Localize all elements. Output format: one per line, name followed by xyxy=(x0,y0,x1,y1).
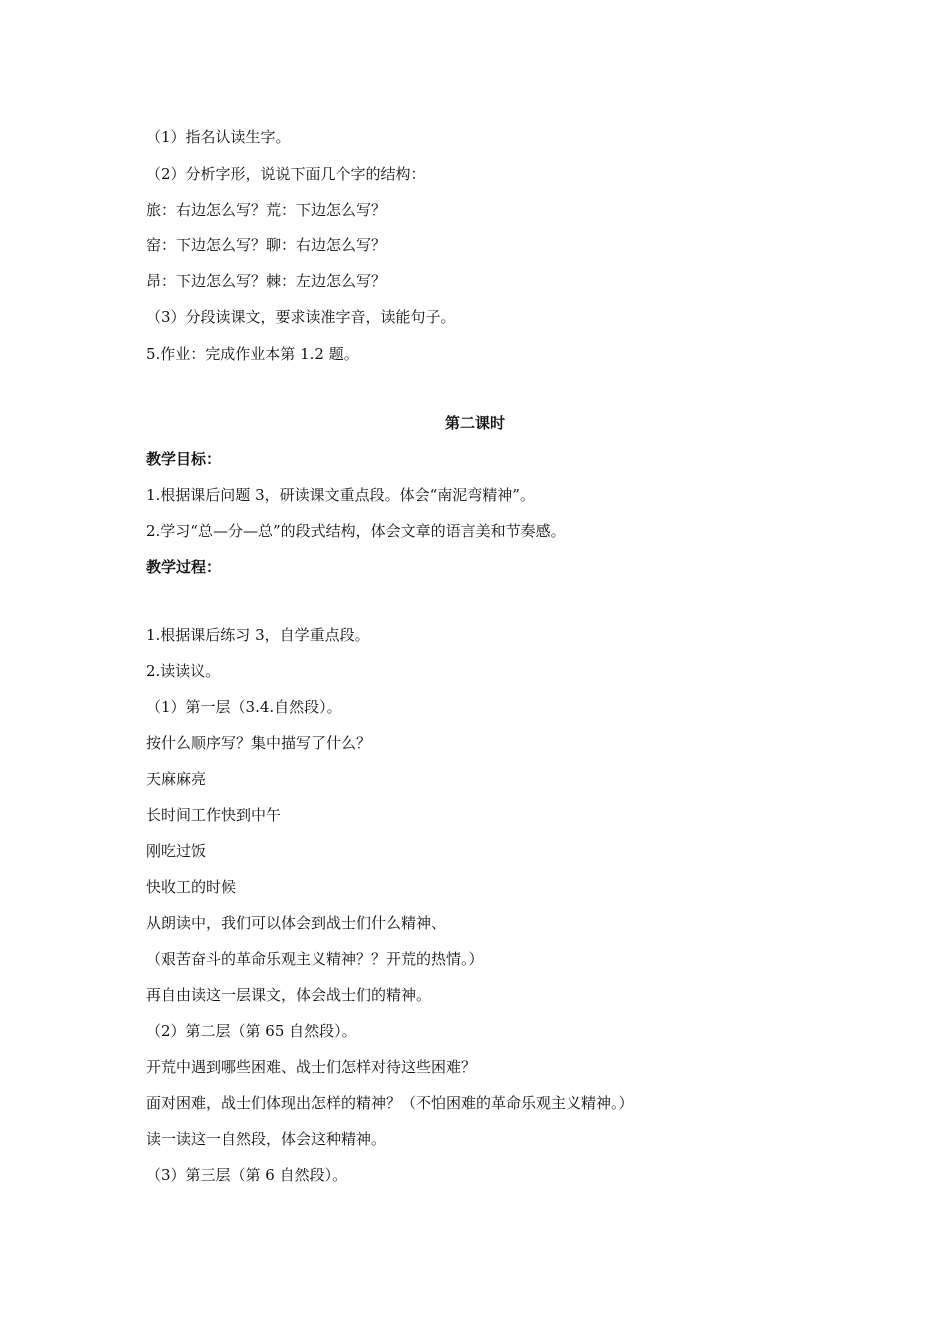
section-title: 第二课时 xyxy=(444,414,505,432)
process-item: 1.根据课后练习 3，自学重点段。 xyxy=(146,626,370,644)
text-line: （3）分段读课文，要求读准字音，读能句子。 xyxy=(146,308,456,326)
process-item: （2）第二层（第 65 自然段）。 xyxy=(146,1022,357,1040)
process-item: 开荒中遇到哪些困难、战士们怎样对待这些困难？ xyxy=(146,1058,477,1076)
process-item: 天麻麻亮 xyxy=(146,770,207,788)
process-item: 读一读这一自然段，体会这种精神。 xyxy=(146,1130,387,1148)
process-item: 长时间工作快到中午 xyxy=(146,806,282,824)
text-line: （2）分析字形，说说下面几个字的结构： xyxy=(146,165,426,183)
text-line: 旅：右边怎么写？荒：下边怎么写？ xyxy=(146,201,387,219)
process-item: 面对困难，战士们体现出怎样的精神？（不怕困难的革命乐观主义精神。） xyxy=(146,1094,634,1112)
goal-item: 1.根据课后问题 3，研读课文重点段。体会“南泥弯精神”。 xyxy=(146,486,535,504)
goal-item: 2.学习“总—分—总”的段式结构，体会文章的语言美和节奏感。 xyxy=(146,522,566,540)
text-line: 昂：下边怎么写？棘：左边怎么写？ xyxy=(146,272,387,290)
process-item: （1）第一层（3.4.自然段）。 xyxy=(146,698,342,716)
process-item: 按什么顺序写？集中描写了什么？ xyxy=(146,734,372,752)
process-item: 再自由读这一层课文，体会战士们的精神。 xyxy=(146,986,432,1004)
process-item: （艰苦奋斗的革命乐观主义精神？？开荒的热情。） xyxy=(146,950,484,968)
text-line: 5.作业：完成作业本第 1.2 题。 xyxy=(146,345,359,363)
process-heading: 教学过程： xyxy=(146,558,222,576)
process-item: （3）第三层（第 6 自然段）。 xyxy=(146,1166,348,1184)
text-line: 窑：下边怎么写？聊：右边怎么写？ xyxy=(146,236,387,254)
text-line: （1）指名认读生字。 xyxy=(146,128,291,146)
process-item: 2.读读议。 xyxy=(146,662,221,680)
process-item: 从朗读中，我们可以体会到战士们什么精神、 xyxy=(146,914,447,932)
process-item: 快收工的时候 xyxy=(146,878,237,896)
process-item: 刚吃过饭 xyxy=(146,842,207,860)
goals-heading: 教学目标： xyxy=(146,450,222,468)
